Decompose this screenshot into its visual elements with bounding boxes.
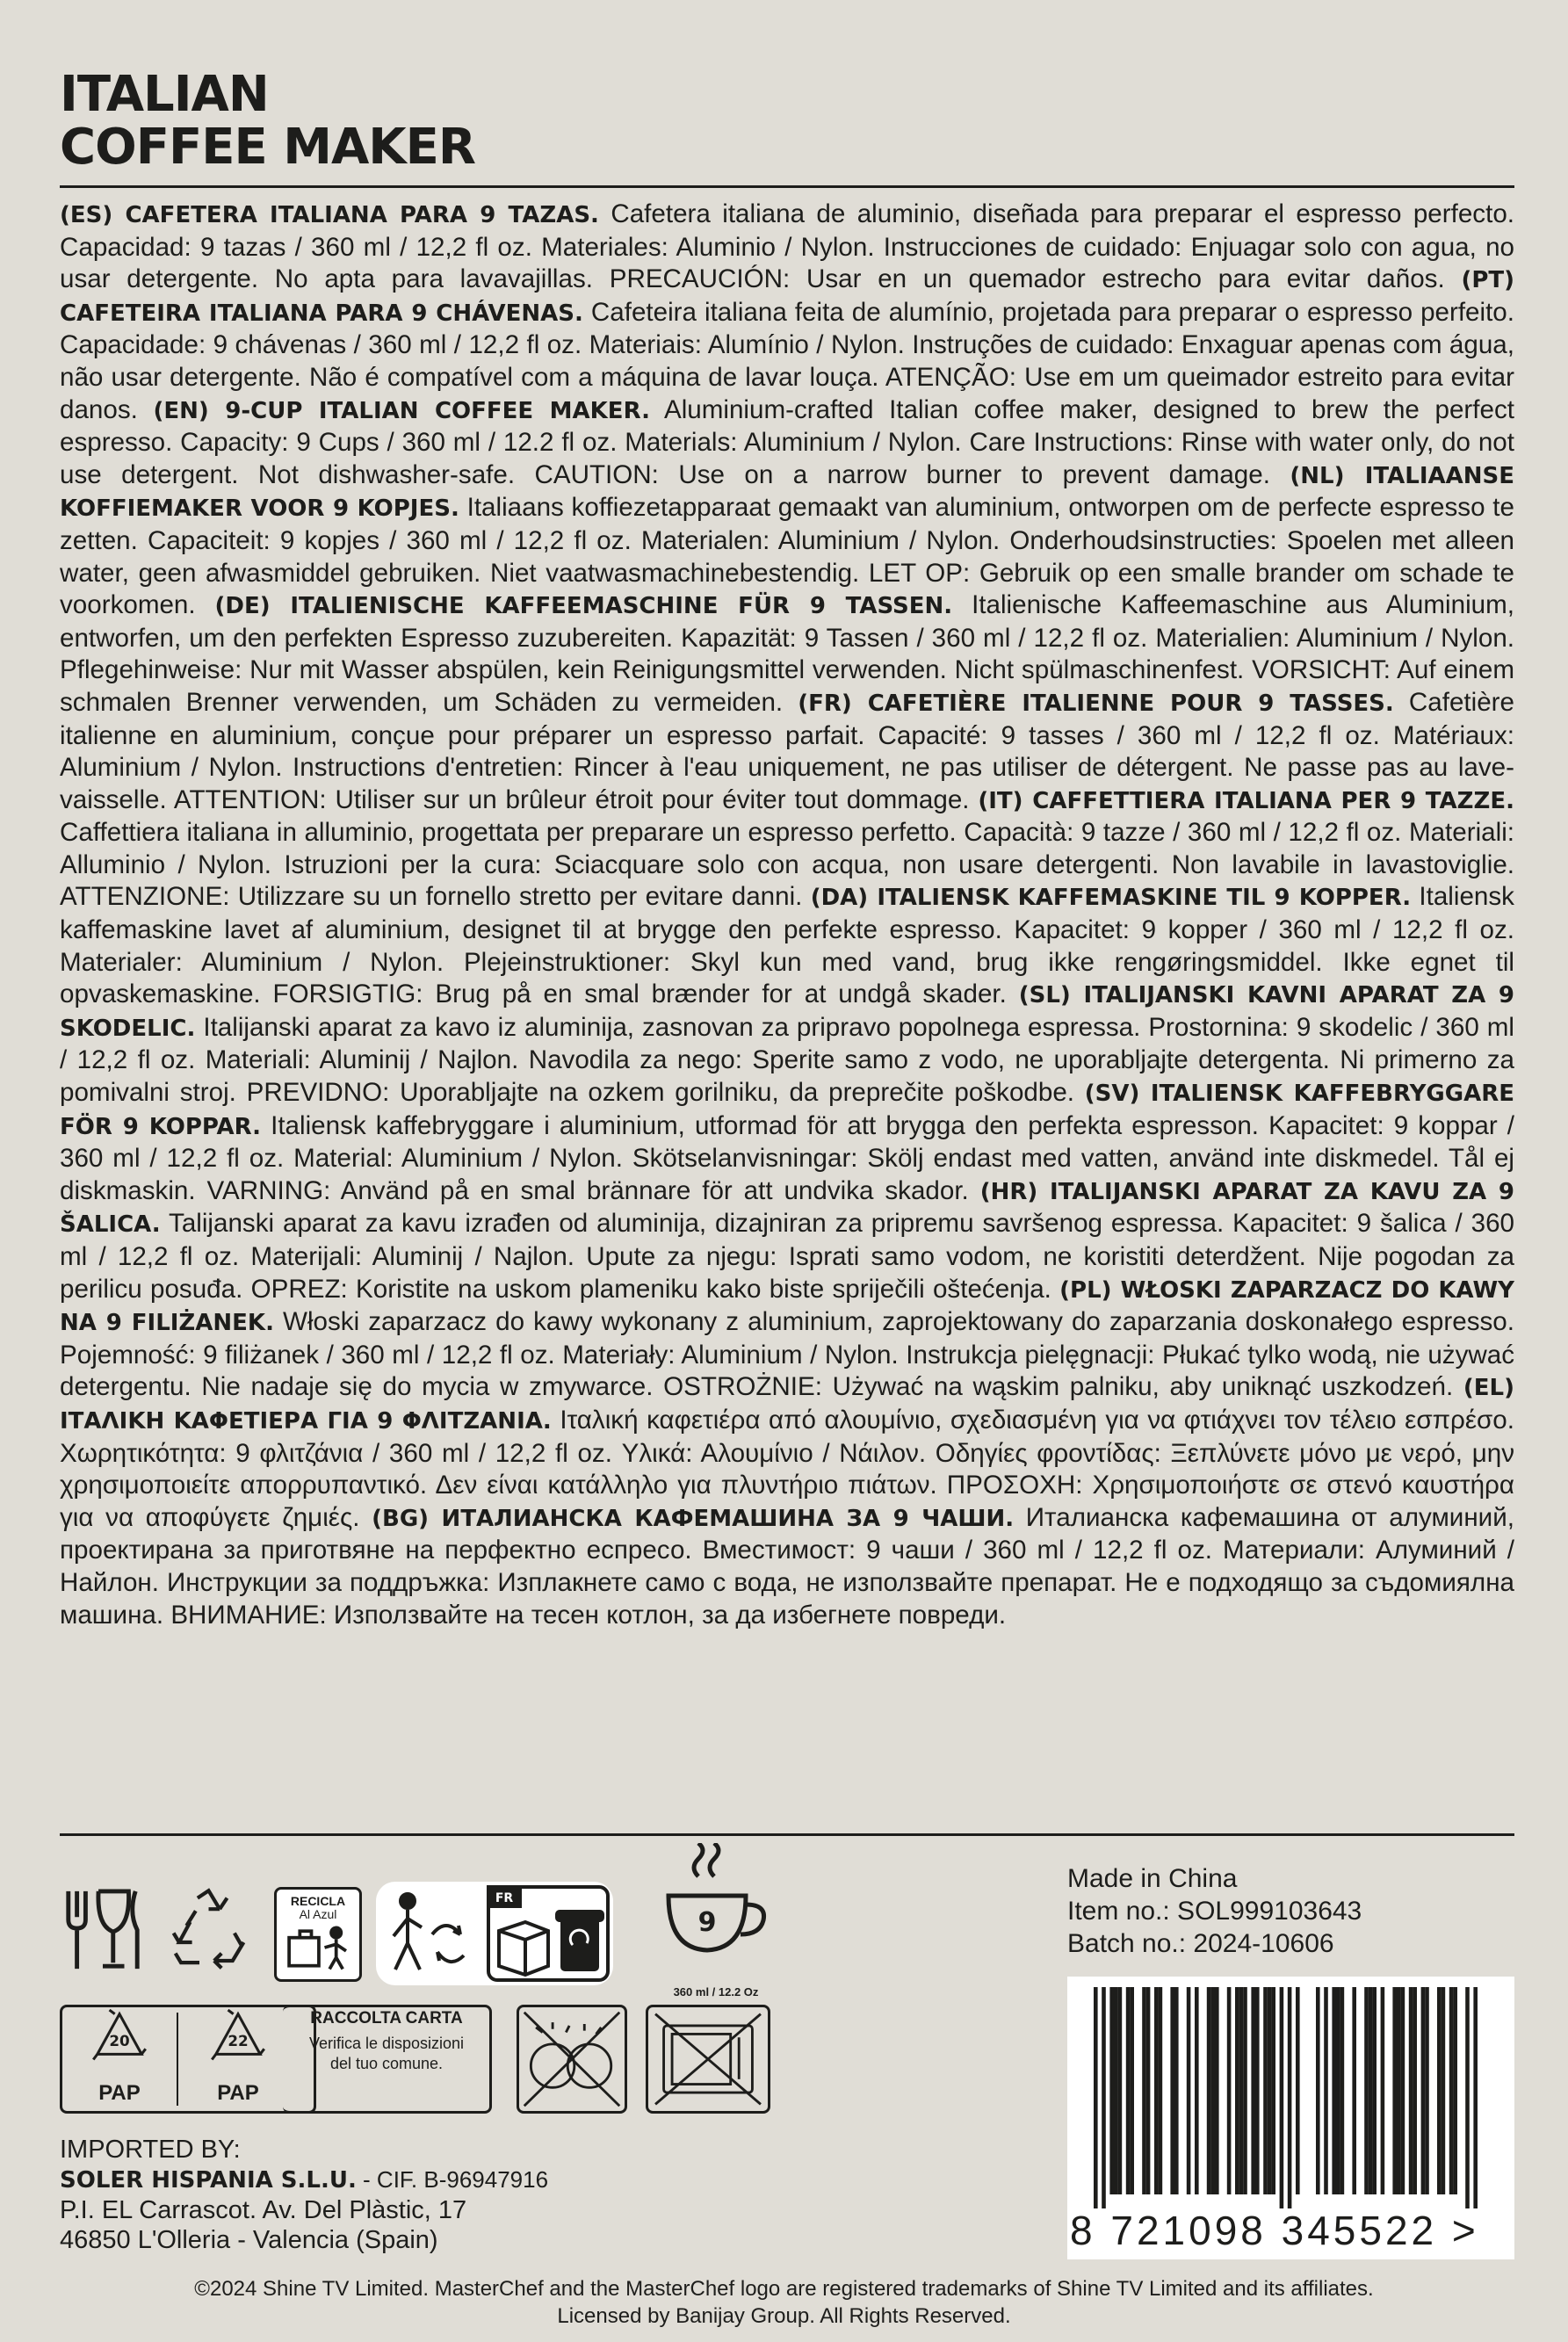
barcode-bar bbox=[1094, 1987, 1098, 2208]
barcode-bar bbox=[1255, 1987, 1260, 2194]
barcode-bar bbox=[1227, 1987, 1232, 2194]
language-heading: (HR) ITALIJANSKI APARAT ZA KAVU ZA 9 ŠALICA. bbox=[60, 1178, 1514, 1239]
barcode-bar bbox=[1316, 1987, 1320, 2194]
barcode-bar bbox=[1109, 1987, 1114, 2194]
food-safe-icon bbox=[60, 1887, 146, 1973]
language-text: Italijanski aparat za kavo iz aluminija, zasnovan za pripravo popolnega espressa. Prostornina: 9 skodelic / 360 ml / 12,2 fl oz. Materiali: Aluminij / Najlon. Navodila za nego: Sperite samo z vodo, ne uporabljajte detergenta. Ni primerno za pomivalni stroj. PREVIDNO: Uporabljajte na ozkem gorilniku, da preprečite poškodbe. bbox=[60, 1012, 1514, 1108]
pap-recycling-group bbox=[60, 2005, 316, 2114]
recicla-al-azul-icon bbox=[274, 1887, 362, 1982]
pap-divider bbox=[177, 2013, 178, 2106]
barcode-bar bbox=[1473, 1987, 1478, 2208]
barcode-bar bbox=[1215, 1987, 1219, 2194]
raccolta-title: RACCOLTA CARTA bbox=[310, 2009, 463, 2028]
barcode-bar bbox=[1465, 1987, 1470, 2208]
barcode-bar bbox=[1239, 1987, 1244, 2194]
barcode-bar bbox=[1118, 1987, 1123, 2194]
barcode-bar bbox=[1146, 1987, 1151, 2194]
barcode-bar bbox=[1142, 1987, 1146, 2194]
language-heading: (ES) CAFETERA ITALIANA PARA 9 TAZAS. bbox=[60, 202, 599, 228]
barcode-bar bbox=[1425, 1987, 1429, 2194]
barcode-bar bbox=[1174, 1987, 1179, 2194]
cup-number: 9 bbox=[697, 1907, 717, 1938]
top-divider bbox=[60, 185, 1514, 188]
language-text: Cafetera italiana de aluminio, diseñada para preparar el espresso perfecto. Capacidad: 9 tazas / 360 ml / 12,2 fl oz. Materiales: Aluminio / Nylon. Instrucciones de cuidado: Enjuagar solo con agua, no usar detergente. No apta para lavavajillas. PRECAUCIÓN: Usar en un quemador estrecho para evitar daños. bbox=[60, 199, 1514, 294]
not-dishwasher-safe-icon bbox=[517, 2005, 627, 2114]
product-meta bbox=[1067, 1862, 1362, 1960]
footer-line-2: Licensed by Banijay Group. All Rights Reserved. bbox=[557, 2304, 1011, 2328]
recicla-bottom-text: Al Azul bbox=[299, 1907, 337, 1921]
raccolta-carta-info bbox=[299, 2009, 474, 2074]
pap-22-number: 22 bbox=[228, 2032, 249, 2050]
importer-address-2: 46850 L'Olleria - Valencia (Spain) bbox=[60, 2226, 438, 2254]
barcode-bar bbox=[1263, 1987, 1268, 2194]
triman-fr-code: FR bbox=[495, 1891, 514, 1905]
barcode-bar bbox=[1235, 1987, 1239, 2194]
recicla-top-text: RECICLA bbox=[290, 1894, 346, 1908]
barcode-bar bbox=[1280, 1987, 1284, 2208]
barcode-bar bbox=[1421, 1987, 1426, 2194]
raccolta-text: Verifica le disposizioni del tuo comune. bbox=[308, 2035, 465, 2072]
language-heading: (EN) 9-CUP ITALIAN COFFEE MAKER. bbox=[153, 397, 650, 424]
barcode-bar bbox=[1195, 1987, 1199, 2194]
importer-name-line bbox=[60, 2165, 548, 2195]
barcode-bar bbox=[1187, 1987, 1191, 2194]
language-text: Italiensk kaffebryggare i aluminium, utformad för att brygga den perfekta espresson. Kapacitet: 9 koppar / 360 ml / 12,2 fl oz. Material: Aluminium / Nylon. Skötselanvisningar: Skölj endast med vatten, använd inte diskmedel. Tål ej diskmaskin. VARNING: Använd på en smal brännare för att undvika skador. bbox=[60, 1110, 1515, 1205]
barcode-bar bbox=[1453, 1987, 1457, 2194]
title-line-2: COFFEE MAKER bbox=[60, 119, 476, 176]
barcode-bar bbox=[1449, 1987, 1454, 2194]
language-heading: (FR) CAFETIÈRE ITALIENNE POUR 9 TASSES. bbox=[798, 690, 1394, 717]
cup-capacity-label: 360 ml / 12.2 Oz bbox=[673, 1985, 759, 1999]
barcode-bar bbox=[1372, 1987, 1377, 2194]
barcode-bar bbox=[1126, 1987, 1131, 2194]
barcode-bar bbox=[1336, 1987, 1340, 2194]
language-text: Włoski zaparzacz do kawy wykonany z aluminium, zaprojektowany do zaparzania doskonałego espresso. Pojemność: 9 filiżanek / 360 ml / 12,2 fl oz. Materiały: Aluminium / Nylon. Instrukcja pielęgnacji: Płukać tylko wodą, nie używać detergentu. Nie nadaje się do mycia w zmywarce. OSTROŻNIE: Używać na wąskim palniku, aby uniknąć uszkodzeń. bbox=[60, 1307, 1514, 1402]
recycle-icon bbox=[163, 1887, 255, 1979]
barcode-bar bbox=[1397, 1987, 1401, 2194]
barcode-number: 8 721098 345522 > bbox=[1070, 2208, 1479, 2253]
pap-20-label: PAP bbox=[98, 2081, 141, 2105]
barcode-bar bbox=[1401, 1987, 1405, 2194]
pap-20-number: 20 bbox=[109, 2032, 130, 2050]
pap-22-icon bbox=[181, 2007, 295, 2111]
barcode-bar bbox=[1437, 1987, 1442, 2194]
footer-legal bbox=[0, 2275, 1568, 2330]
language-heading: (IT) CAFFETTIERA ITALIANA PER 9 TAZZE. bbox=[978, 787, 1514, 814]
language-heading: (NL) ITALIAANSE KOFFIEMAKER VOOR 9 KOPJES. bbox=[60, 462, 1514, 523]
barcode-bar bbox=[1409, 1987, 1413, 2194]
pap-20-icon bbox=[62, 2007, 177, 2111]
language-text: Caffettiera italiana in alluminio, progettata per preparare un espresso perfetto. Capacità: 9 tazze / 360 ml / 12,2 fl oz. Materiali: Alluminio / Nylon. Istruzioni per la cura: Sciacquare solo con acqua, non usare detergenti. Non lavabile in lavastoviglie. ATTENZIONE: Utilizzare su un fornello stretto per evitare danni. bbox=[60, 818, 1514, 912]
pap-22-label: PAP bbox=[217, 2081, 259, 2105]
language-text: Италианска кафемашина от алуминий, проектирана за приготвяне на перфектно еспресо. Вместимост: 9 чаши / 360 ml / 12,2 fl oz. Материали: Алуминий / Найлон. Инструкции за поддръжка: Изплакнете само с вода, не използвайте препарат. Не е подходящо за съдомиялна машина. ВНИМАНИЕ: Използвайте на тесен котлон, за да избегнете повреди. bbox=[60, 1502, 1514, 1630]
barcode-bar bbox=[1332, 1987, 1336, 2194]
barcode-bar bbox=[1392, 1987, 1397, 2194]
language-text: Aluminium-crafted Italian coffee maker, designed to brew the perfect espresso. Capacity: 9 Cups / 360 ml / 12.2 fl oz. Materials: Aluminium / Nylon. Care Instructions: Rinse with water only, do not use detergent. Not dishwasher-safe. CAUTION: Use on a narrow burner to prevent damage. bbox=[60, 394, 1514, 489]
language-text: Italiensk kaffemaskine lavet af aluminium, designet til at brygge den perfekte espresso. Kapacitet: 9 kopper / 360 ml / 12,2 fl oz. Materialer: Aluminium / Nylon. Plejeinstruktioner: Skyl kun med vand, brug ikke rengøringsmiddel. Ikke egnet til opvaskemaskine. FORSIGTIG: Brug på en smal brænder for at undgå skader. bbox=[60, 882, 1514, 1009]
barcode-bar bbox=[1442, 1987, 1446, 2194]
language-heading: (SV) ITALIENSK KAFFEBRYGGARE FÖR 9 KOPPAR. bbox=[60, 1081, 1514, 1140]
language-heading: (DE) ITALIENISCHE KAFFEEMASCHINE FÜR 9 TASSEN. bbox=[214, 593, 953, 620]
importer-name: SOLER HISPANIA S.L.U. bbox=[60, 2167, 357, 2194]
language-heading: (BG) ИТАЛИАНСКА КАФЕМАШИНА ЗА 9 ЧАШИ. bbox=[372, 1505, 1015, 1532]
importer-address-1: P.I. EL Carrascot. Av. Del Plàstic, 17 bbox=[60, 2196, 467, 2224]
item-number: Item no.: SOL999103643 bbox=[1067, 1897, 1362, 1926]
bottom-divider bbox=[60, 1833, 1514, 1836]
importer-heading: IMPORTED BY: bbox=[60, 2136, 241, 2164]
barcode-bar bbox=[1114, 1987, 1118, 2194]
barcode-bar bbox=[1243, 1987, 1247, 2194]
multilingual-description bbox=[60, 199, 1514, 1631]
importer-block bbox=[60, 2135, 548, 2255]
barcode-bar bbox=[1288, 1987, 1292, 2208]
barcode-bar bbox=[1381, 1987, 1385, 2194]
language-heading: (SL) ITALIJANSKI KAVNI APARAT ZA 9 SKODELIC. bbox=[60, 982, 1514, 1042]
barcode-bar bbox=[1210, 1987, 1215, 2194]
language-text: Italienische Kaffeemaschine aus Aluminium, entworfen, um den perfekten Espresso zuzubereiten. Kapazität: 9 Tassen / 360 ml / 12,2 fl oz. Materialien: Aluminium / Nylon. Pflegehinweise: Nur mit Wasser abspülen, kein Reinigungsmittel verwenden. Nicht spülmaschinenfest. VORSICHT: Auf einem schmalen Brenner verwenden, um Schäden zu vermeiden. bbox=[60, 590, 1514, 717]
barcode-bar bbox=[1296, 1987, 1300, 2194]
barcode-bar bbox=[1352, 1987, 1356, 2194]
barcode-bar bbox=[1324, 1987, 1328, 2194]
barcode-bar bbox=[1271, 1987, 1275, 2194]
not-microwave-safe-icon bbox=[646, 2005, 770, 2114]
barcode-bar bbox=[1340, 1987, 1345, 2194]
language-heading: (PL) WŁOSKI ZAPARZACZ DO KAWY NA 9 FILIŻANEK. bbox=[60, 1276, 1514, 1337]
importer-cif: - CIF. B-96947916 bbox=[356, 2166, 549, 2193]
language-heading: (DA) ITALIENSK KAFFEMASKINE TIL 9 KOPPER. bbox=[810, 885, 1412, 912]
language-heading: (EL) ΙΤΑΛΙΚΗ ΚΑΦΕΤΙΕΡΑ ΓΙΑ 9 ΦΛΙΤΖΑΝΙΑ. bbox=[60, 1375, 1514, 1435]
batch-number: Batch no.: 2024-10606 bbox=[1067, 1929, 1334, 1958]
triman-info-icon bbox=[376, 1882, 613, 1985]
title-line-1: ITALIAN bbox=[60, 66, 269, 123]
barcode-bar bbox=[1154, 1987, 1159, 2194]
language-text: Ιταλική καφετιέρα από αλουμίνιο, σχεδιασμένη για να φτιάχνει τον τέλειο εσπρέσο. Χωρητικότητα: 9 φλιτζάνια / 360 ml / 12,2 fl oz. Υλικά: Αλουμίνιο / Νάιλον. Οδηγίες φροντίδας: Ξεπλύνετε μόνο με νερό, μην χρησιμοποιείτε απορρυπαντικό. Δεν είναι κατάλληλο για πλυντήριο πιάτων. ΠΡΟΣΟΧΗ: Χρησιμοποιήστε σε στενό καυστήρα για να αποφύγετε ζημιές. bbox=[60, 1405, 1514, 1532]
language-text: Talijanski aparat za kavu izrađen od aluminija, dizajniran za pripremu savršenog espressa. Kapacitet: 9 šalica / 360 ml / 12,2 fl oz. Materijali: Aluminij / Najlon. Upute za njegu: Isprati samo vodom, ne koristiti deterdžent. Nije pogodan za perilicu posuđa. OPREZ: Koristite na uskom plameniku kako biste spriječili oštećenja. bbox=[60, 1209, 1515, 1304]
made-in: Made in China bbox=[1067, 1864, 1238, 1893]
language-text: Cafetière italienne en aluminium, conçue pour préparer un espresso parfait. Capacité: 9 tasses / 360 ml / 12,2 fl oz. Matériaux: Aluminium / Nylon. Instructions d'entretien: Rincer à l'eau uniquement, ne pas utiliser de détergent. Ne passe pas au lave-vaisselle. ATTENTION: Utiliser sur un brûleur étroit pour éviter tout dommage. bbox=[60, 687, 1514, 814]
cup-capacity-icon bbox=[654, 1843, 777, 1984]
barcode-bar bbox=[1102, 1987, 1106, 2208]
barcode-bar bbox=[1130, 1987, 1134, 2194]
barcode-bar bbox=[1369, 1987, 1373, 2194]
barcode-bar bbox=[1207, 1987, 1211, 2194]
barcode-bar bbox=[1268, 1987, 1272, 2194]
barcode-bar bbox=[1364, 1987, 1369, 2194]
product-title bbox=[60, 66, 476, 176]
language-text: Italiaans koffiezetapparaat gemaakt van aluminium, ontworpen om de perfecte espresso te zetten. Capaciteit: 9 kopjes / 360 ml / 12,2 fl oz. Materialen: Aluminium / Nylon. Onderhoudsinstructies: Spoelen met alleen water, geen afwasmiddel gebruiken. Niet vaatwasmachinebestendig. LET OP: Gebruik op een smalle brander om schade te voorkomen. bbox=[60, 493, 1514, 620]
barcode-bar bbox=[1159, 1987, 1163, 2194]
language-text: Cafeteira italiana feita de alumínio, projetada para preparar o espresso perfeito. Capacidade: 9 chávenas / 360 ml / 12,2 fl oz. Materiais: Alumínio / Nylon. Instruções de cuidado: Enxaguar apenas com água, não usar detergente. Não é compatível com a máquina de lavar louça. ATENÇÃO: Use em um queimador estreito para evitar danos. bbox=[60, 297, 1514, 424]
footer-line-1: ©2024 Shine TV Limited. MasterChef and the MasterChef logo are registered trademarks of Shine TV Limited and its affiliates. bbox=[194, 2277, 1374, 2301]
barcode-bar bbox=[1251, 1987, 1255, 2194]
barcode-bar bbox=[1170, 1987, 1174, 2194]
language-heading: (PT) CAFETEIRA ITALIANA PARA 9 CHÁVENAS. bbox=[60, 267, 1514, 327]
barcode-bar bbox=[1413, 1987, 1417, 2194]
